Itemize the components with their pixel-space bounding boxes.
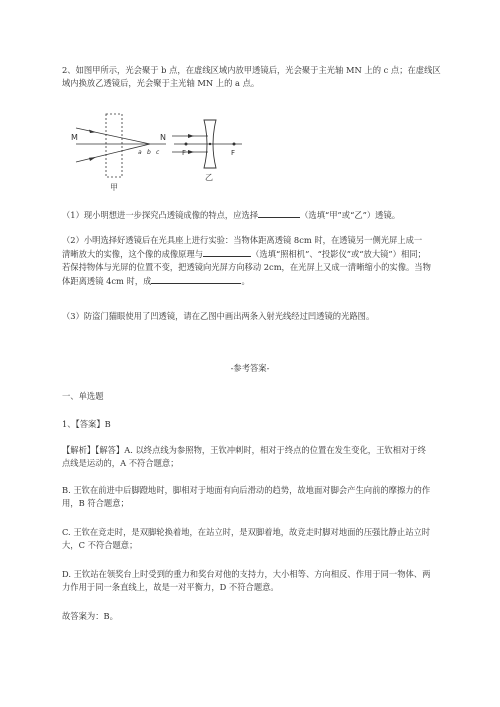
part-3 [62,310,442,323]
analysis-b [62,484,442,510]
part2-blank-2[interactable] [151,274,241,284]
c-line-1: C. 王钦在竞走时，是双脚轮换着地，在站立时，是双脚着地，故竞走时脚对地面的压强比静止站立时 [62,527,431,537]
part1-blank[interactable] [258,208,300,218]
upper-ray [76,128,150,144]
label-a: a [138,149,142,156]
part2-text-2a: 清晰放大的实像，这个像的成像原理与 [62,249,204,259]
part3-text: （3）防盗门猫眼使用了凹透镜，请在乙图中画出两条入射光线经过凹透镜的光路图。 [62,311,375,321]
figure-yi [172,120,242,182]
conclusion-text: 故答案为：B。 [62,611,118,621]
analysis-line-1: 【解析】【解答】A. 以终点线为参照物，王钦冲刺时，相对于终点的位置在发生变化，王钦相对于终 [62,445,426,455]
label-F-left: F [182,149,187,157]
part2-text-4a: 体距离透镜 4cm 时，成 [62,276,152,286]
analysis-a [62,444,442,470]
part2-text-4b: 。 [241,276,250,286]
part1-text-b: （选填“甲”或“乙”）透镜。 [300,210,401,220]
incoming-ray-upper-arrow [188,134,194,138]
c-line-2: 大，C 不符合题意； [62,540,138,550]
conclusion [62,610,442,623]
lower-ray-arrow [89,157,96,161]
part2-blank-1[interactable] [203,247,251,257]
label-F-right: F [231,149,236,157]
q1-answer: 1、【答案】B [62,419,111,429]
answers-section [62,390,442,403]
d-line-1: D. 王钦站在领奖台上时受到的重力和奖台对他的支持力，大小相等、方向相反、作用于同一物体、两 [62,569,431,579]
part-1 [62,208,442,222]
label-b: b [147,149,151,156]
part1-text-a: （1）现小明想进一步探究凸透镜成像的特点，应选择 [62,210,259,220]
part2-text-2b: （选填“照相机”、“投影仪”或“放大镜”）相同； [251,249,426,259]
b-line-1: B. 王钦在前进中后脚蹬地时，脚相对于地面有向后滑动的趋势，故地面对脚会产生向前的摩擦力的作 [62,485,431,495]
optical-center [209,143,211,145]
focal-point-left [185,143,188,146]
d-line-2: 力作用于同一条直线上，故是一对平衡力，D 不符合题意。 [62,582,279,592]
dashed-lens-area [106,114,122,177]
label-N: N [160,133,166,142]
analysis-d [62,568,442,594]
answers-title: -参考答案- [230,363,270,373]
label-c: c [156,149,160,156]
caption-yi: 乙 [205,173,213,182]
figure-jia [71,114,166,192]
caption-jia: 甲 [110,183,118,192]
incoming-ray-lower-arrow [188,150,194,154]
intro-line-1: 2、如图甲所示，光会聚于 b 点，在虚线区域内放甲透镜后，光会聚于主光轴 MN 上的 c 点；在虚线区 [62,65,441,75]
part-2 [62,234,442,288]
part2-line-1: （2）小明选择好透镜后在光具座上进行实验：当物体距离透镜 8cm 时，在透镜另一侧光屏上成一 [62,235,423,245]
label-M: M [71,133,78,142]
section-heading: 一、单选题 [62,391,104,401]
analysis-c [62,526,442,552]
optics-figure [62,108,252,200]
analysis-line-2: 点线是运动的，A 不符合题意； [62,458,179,468]
question-intro [62,64,442,90]
intro-line-2: 域内换放乙透镜后，光会聚于主光轴 MN 上的 a 点。 [62,78,260,88]
b-line-2: 用，B 符合题意； [62,498,129,508]
answer-q1 [62,418,442,431]
focal-point-right [233,143,236,146]
part2-line-3: 若保持物体与光屏的位置不变，把透镜向光屏方向移动 2cm，在光屏上又成一清晰缩小的实像。当物 [62,262,431,272]
